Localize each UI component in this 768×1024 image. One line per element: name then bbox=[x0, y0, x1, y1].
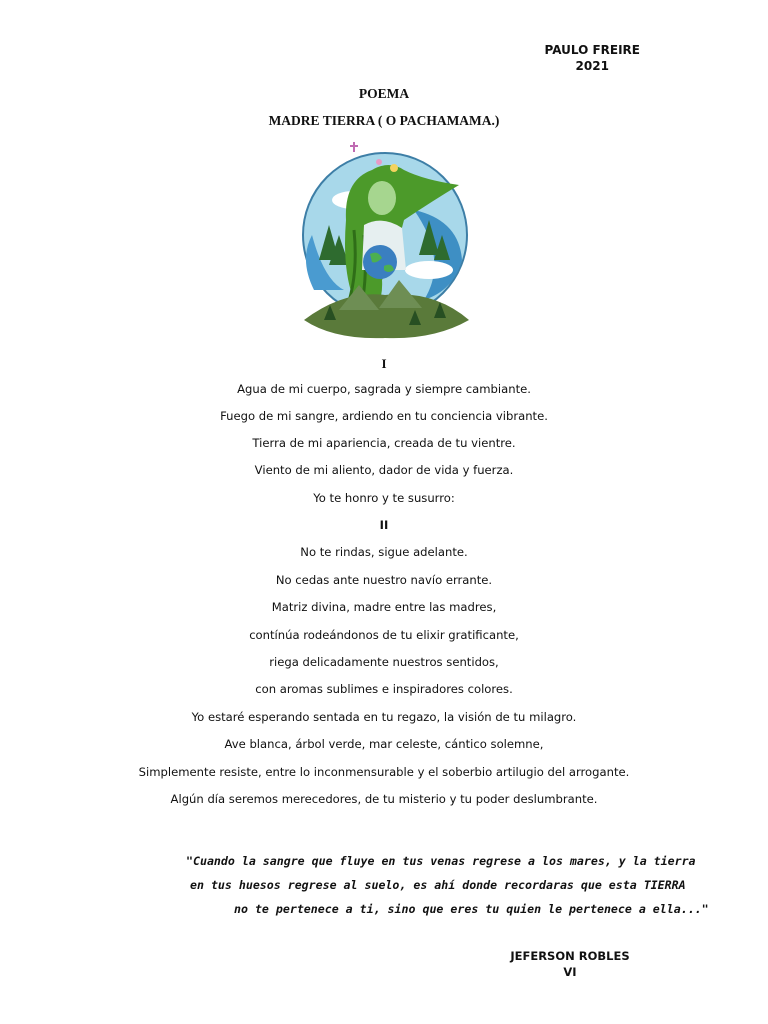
face bbox=[368, 181, 396, 215]
signature-name: JEFERSON ROBLES bbox=[510, 949, 630, 963]
poem-title: MADRE TIERRA ( O PACHAMAMA.) bbox=[268, 113, 500, 128]
stanza-number-2: II bbox=[379, 518, 389, 532]
quote-line: en tus huesos regrese al suelo, es ahí donde recordaras que esta TIERRA bbox=[190, 878, 686, 892]
verse-line: riega delicadamente nuestros sentidos, bbox=[269, 655, 499, 669]
verse-line: con aromas sublimes e inspiradores colores. bbox=[255, 682, 513, 696]
verse-line: No cedas ante nuestro navío errante. bbox=[275, 573, 493, 587]
quote-line: "Cuando la sangre que fluye en tus venas regrese a los mares, y la tierra bbox=[186, 854, 696, 868]
poem-label: POEMA bbox=[358, 86, 410, 101]
verse-line: Agua de mi cuerpo, sagrada y siempre cambiante. bbox=[237, 382, 531, 396]
author-name: PAULO FREIRE bbox=[544, 43, 640, 57]
verse-line: No te rindas, sigue adelante. bbox=[300, 545, 468, 559]
verse-line: Viento de mi aliento, dador de vida y fuerza. bbox=[254, 463, 514, 477]
signature-grade: VI bbox=[563, 965, 577, 979]
author-year: 2021 bbox=[575, 59, 609, 73]
verse-line: Fuego de mi sangre, ardiendo en tu conciencia vibrante. bbox=[220, 409, 548, 423]
plant bbox=[350, 142, 358, 152]
stanza-number-1: I bbox=[381, 356, 387, 371]
verse-line: Yo estaré esperando sentada en tu regazo, la visión de tu milagro. bbox=[191, 710, 577, 724]
verse-line: Matriz divina, madre entre las madres, bbox=[271, 600, 497, 614]
flower bbox=[376, 159, 382, 165]
flower bbox=[390, 164, 398, 172]
mother-earth-illustration-icon bbox=[284, 140, 486, 345]
verse-line: contínúa rodeándonos de tu elixir gratificante, bbox=[249, 628, 519, 642]
verse-line: Algún día seremos merecedores, de tu misterio y tu poder deslumbrante. bbox=[170, 792, 598, 806]
author-header bbox=[545, 42, 641, 74]
quote-line: no te pertenece a ti, sino que eres tu quien le pertenece a ella..." bbox=[234, 902, 709, 916]
verse-line: Simplemente resiste, entre lo inconmensurable y el soberbio artilugio del arrogante. bbox=[138, 765, 630, 779]
cloud bbox=[405, 261, 453, 279]
verse-line: Yo te honro y te susurro: bbox=[313, 491, 455, 505]
verse-line: Tierra de mi apariencia, creada de tu vientre. bbox=[252, 436, 516, 450]
globe bbox=[363, 245, 397, 279]
signature bbox=[490, 948, 650, 980]
verse-line: Ave blanca, árbol verde, mar celeste, cántico solemne, bbox=[224, 737, 544, 751]
